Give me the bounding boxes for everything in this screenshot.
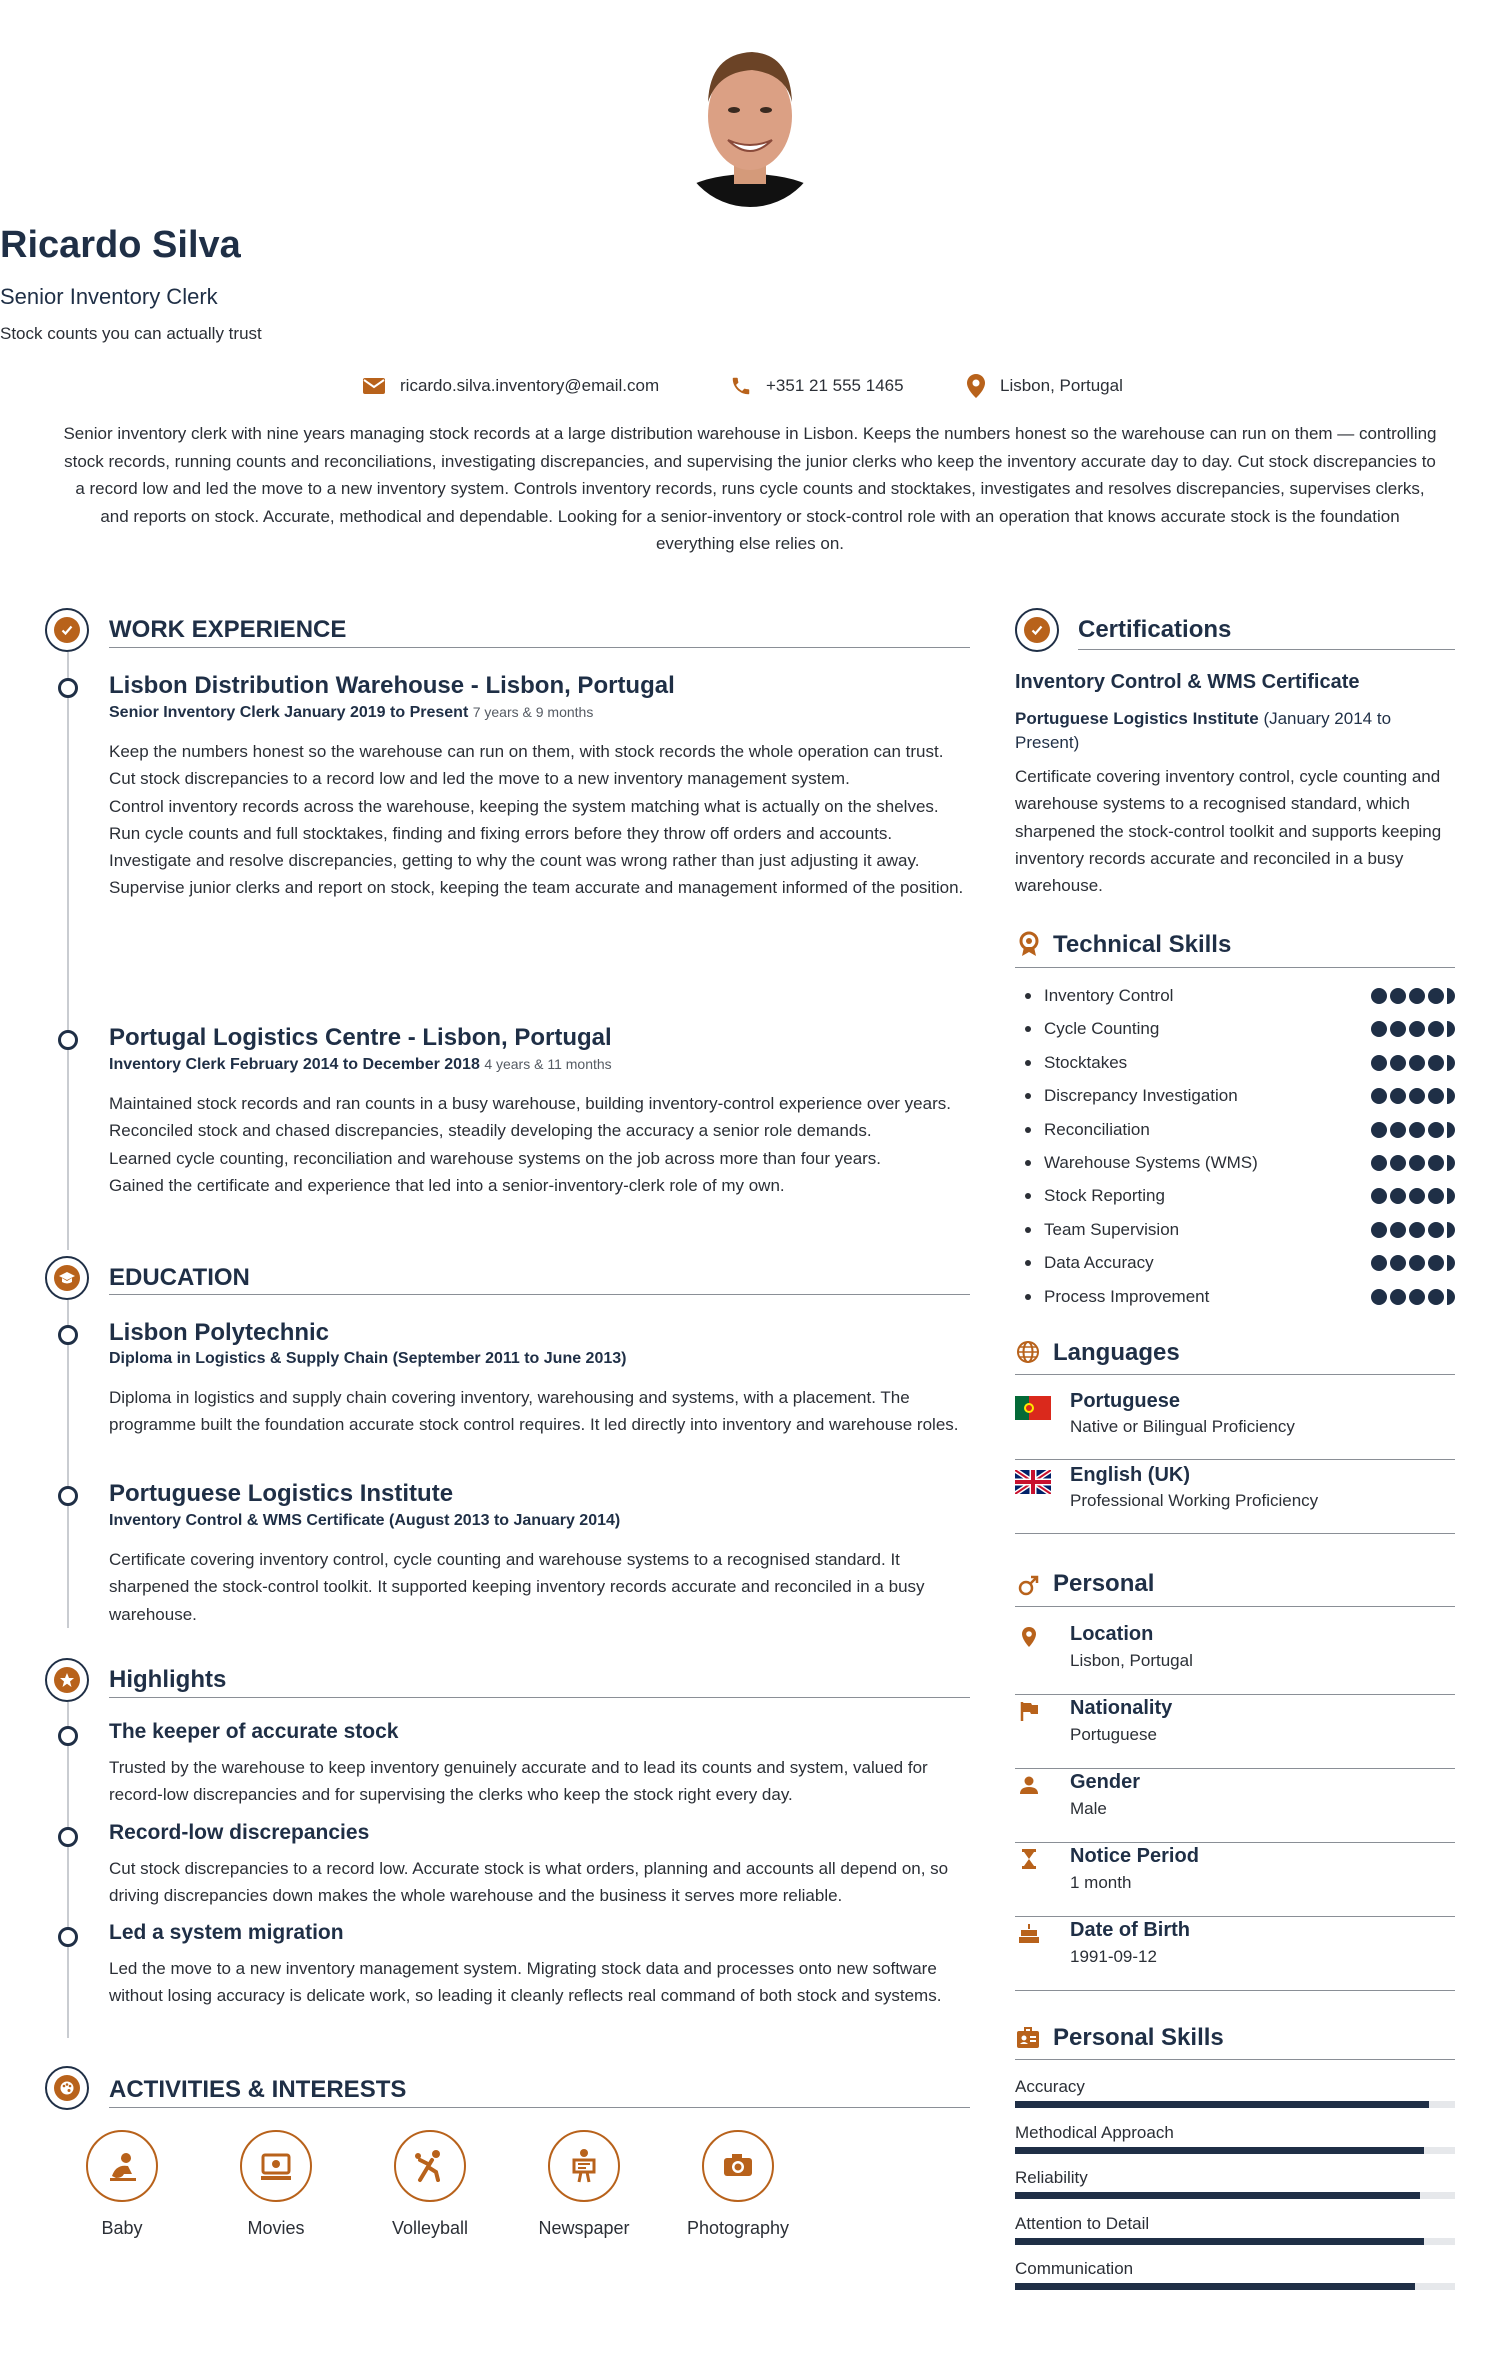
skill-rating (1371, 1055, 1455, 1071)
personal-value: Male (1070, 1799, 1107, 1818)
skill-bar-fill (1015, 2147, 1424, 2154)
certifications-section-rule (1078, 649, 1455, 650)
location-contact (966, 372, 1123, 400)
school-name: Portuguese Logistics Institute (109, 1480, 454, 1507)
personal-rule-line (1015, 1916, 1455, 1917)
rating-dot (1371, 1088, 1387, 1104)
timeline-dot (58, 1486, 78, 1506)
rating-dot (1428, 1021, 1444, 1037)
highlight-description: Led the move to a new inventory management system. Migrating stock data and processes onto new software without losing accuracy is delicate work, so leading it cleanly reflects real command of both stock and systems. (109, 1959, 942, 2006)
language-level: Native or Bilingual Proficiency (1070, 1417, 1295, 1436)
skill-bar-fill (1015, 2101, 1429, 2108)
rating-half-dot (1447, 1021, 1455, 1037)
rating-dot (1371, 988, 1387, 1004)
work-section-icon (45, 608, 89, 652)
technical-skill-item (1025, 1082, 1455, 1110)
bullet (1025, 1193, 1031, 1199)
rating-dot (1371, 1222, 1387, 1238)
email-contact[interactable] (362, 372, 659, 400)
certificate-org: Portuguese Logistics Institute (1015, 709, 1259, 728)
skill-label: Reconciliation (1044, 1119, 1150, 1139)
rating-half-dot (1447, 1155, 1455, 1171)
rating-dot (1371, 1255, 1387, 1271)
rating-half-dot (1447, 988, 1455, 1004)
rating-dot (1428, 1188, 1444, 1204)
technical-skill-item (1025, 1216, 1455, 1244)
personal-key: Nationality (1070, 1697, 1173, 1719)
personal-skill-item (1015, 2214, 1455, 2248)
personal-item-dob (1015, 1919, 1455, 1991)
job-dates: January 2019 to Present (284, 704, 469, 721)
job-description (109, 738, 974, 902)
skill-label: Stock Reporting (1044, 1186, 1165, 1206)
job-line: Investigate and resolve discrepancies, getting to why the count was wrong rather than just adjusting it away. (109, 851, 920, 871)
job-line: Control inventory records across the warehouse, keeping the system matching what is actually on the shelves. (109, 796, 939, 816)
certificate-dates: (January 2014 to Present) (1015, 709, 1392, 752)
rating-dot (1390, 1021, 1406, 1037)
technical-skill-item (1025, 1116, 1455, 1144)
location-pin-icon (1017, 1625, 1041, 1649)
phone-text: +351 21 555 1465 (766, 376, 904, 395)
candidate-role: Senior Inventory Clerk (0, 284, 218, 309)
skill-rating (1371, 1255, 1455, 1271)
language-name: Portuguese (1070, 1390, 1181, 1412)
bullet (1025, 993, 1031, 999)
personal-item-location (1015, 1623, 1455, 1695)
globe-icon (1016, 1340, 1040, 1364)
personal-item-notice (1015, 1845, 1455, 1917)
flag-icon (1017, 1699, 1041, 1723)
rating-dot (1409, 1122, 1425, 1138)
skill-label: Team Supervision (1044, 1219, 1180, 1239)
rating-dot (1409, 1255, 1425, 1271)
timeline-dot (58, 1827, 78, 1847)
activities-section-title: ACTIVITIES & INTERESTS (109, 2076, 407, 2103)
badge-check-icon (59, 622, 75, 638)
rating-dot (1428, 1155, 1444, 1171)
skill-rating (1371, 1155, 1455, 1171)
rating-dot (1371, 1155, 1387, 1171)
personal-skill-label: Methodical Approach (1015, 2122, 1174, 2142)
personal-skill-label: Accuracy (1015, 2077, 1085, 2096)
job-duration: 7 years & 9 months (472, 704, 594, 720)
email-text: ricardo.silva.inventory@email.com (400, 376, 660, 395)
highlight-description: Trusted by the warehouse to keep inventory genuinely accurate and to lead its counts and system, valued for record-low discrepancies and for supervising the clerks who keep the stock right every day. (109, 1758, 928, 1805)
skill-label: Data Accuracy (1044, 1253, 1154, 1273)
avatar (678, 44, 822, 207)
bullet (1025, 1060, 1031, 1066)
personal-rule-line (1015, 1990, 1455, 1991)
education-timeline (67, 1300, 69, 1628)
personal-key: Location (1070, 1623, 1154, 1645)
degree (109, 1350, 626, 1368)
technical-skill-item (1025, 1249, 1455, 1277)
movies-icon (256, 2146, 296, 2186)
job-line: Keep the numbers honest so the warehouse can run on them, with stock records the whole operation can trust. (109, 742, 944, 761)
id-badge-icon (1016, 2027, 1040, 2049)
baby-icon (102, 2146, 142, 2186)
male-symbol-icon (1018, 1574, 1040, 1596)
email-icon (362, 376, 386, 396)
education-section-title: EDUCATION (109, 1264, 250, 1291)
highlight-title: Led a system migration (109, 1921, 344, 1944)
education-description: Certificate covering inventory control, cycle counting and warehouse systems to a recognised standard. It sharpened the stock-control toolkit. It supported keeping inventory records accurate and reconciled in a busy warehouse. (109, 1550, 925, 1624)
job-title: Portugal Logistics Centre - Lisbon, Portugal (109, 1024, 612, 1051)
tagline: Stock counts you can actually trust (0, 324, 262, 343)
language-item (1015, 1464, 1455, 1534)
certificate-description: Certificate covering inventory control, cycle counting and warehouse systems to a recognised standard, which sharpened the stock-control toolkit and supports keeping inventory records accurate and reconciled in a busy warehouse. (1015, 767, 1442, 896)
job-line: Cut stock discrepancies to a record low and led the move to a new inventory management system. (109, 769, 850, 789)
personal-item-nationality (1015, 1697, 1455, 1769)
person-icon (1017, 1773, 1041, 1797)
rating-half-dot (1447, 1255, 1455, 1271)
skill-bar-track (1015, 2238, 1455, 2245)
rating-dot (1428, 1122, 1444, 1138)
highlights-section-icon (45, 1658, 89, 1702)
skill-bar-track (1015, 2283, 1455, 2290)
job-title: Lisbon Distribution Warehouse - Lisbon, Portugal (109, 672, 675, 699)
work-section-title: WORK EXPERIENCE (109, 616, 347, 643)
rating-dot (1428, 1055, 1444, 1071)
rating-dot (1390, 1155, 1406, 1171)
skill-label: Warehouse Systems (WMS) (1044, 1153, 1258, 1172)
personal-item-gender (1015, 1771, 1455, 1843)
technical-skill-item (1025, 1049, 1455, 1077)
technical-skill-item (1025, 1182, 1455, 1210)
technical-skills-rule (1015, 967, 1455, 968)
timeline-dot (58, 1726, 78, 1746)
rating-dot (1390, 1055, 1406, 1071)
language-level: Professional Working Proficiency (1070, 1491, 1319, 1510)
personal-skill-label: Communication (1015, 2259, 1134, 2278)
skill-label: Stocktakes (1044, 1052, 1128, 1072)
skill-bar-track (1015, 2101, 1455, 2108)
job-line: Maintained stock records and ran counts in a busy warehouse, building inventory-control experience over years. (109, 1094, 951, 1113)
rating-dot (1390, 1188, 1406, 1204)
rating-dot (1390, 1255, 1406, 1271)
job-dates: February 2014 to December 2018 (229, 1056, 480, 1073)
degree-name: Diploma in Logistics & Supply Chain (109, 1350, 389, 1367)
rating-dot (1371, 1055, 1387, 1071)
bullet (1025, 1294, 1031, 1300)
personal-rule-line (1015, 1768, 1455, 1769)
highlight-description: Cut stock discrepancies to a record low. Accurate stock is what orders, planning and accounts all depend on, so driving discrepancies down makes the whole warehouse and the business it serves more reliable. (109, 1859, 949, 1906)
activities-section-icon (45, 2066, 89, 2110)
rating-dot (1428, 1222, 1444, 1238)
badge-check-icon (1029, 622, 1045, 638)
rating-half-dot (1447, 1188, 1455, 1204)
personal-title: Personal (1053, 1570, 1155, 1597)
personal-value: 1 month (1070, 1873, 1132, 1892)
skill-label: Discrepancy Investigation (1044, 1086, 1238, 1106)
timeline-dot (58, 1325, 78, 1345)
rating-dot (1371, 1188, 1387, 1204)
language-rule (1015, 1459, 1455, 1460)
rating-dot (1390, 1222, 1406, 1238)
certificate-issuer (1015, 707, 1455, 755)
skill-label: Process Improvement (1044, 1286, 1210, 1306)
rating-dot (1390, 1088, 1406, 1104)
rating-dot (1428, 1289, 1444, 1305)
rating-dot (1428, 988, 1444, 1004)
skill-bar-track (1015, 2192, 1455, 2199)
rating-dot (1409, 988, 1425, 1004)
activity-label: Newspaper (538, 2218, 630, 2238)
language-item (1015, 1390, 1455, 1460)
skill-bar-track (1015, 2147, 1455, 2154)
certifications-section-icon (1015, 608, 1059, 652)
rating-dot (1409, 1188, 1425, 1204)
highlight-title: The keeper of accurate stock (109, 1720, 399, 1743)
technical-skills-title: Technical Skills (1053, 931, 1232, 958)
timeline-dot (58, 678, 78, 698)
personal-skills-title: Personal Skills (1053, 2024, 1224, 2051)
skill-label: Cycle Counting (1044, 1019, 1160, 1039)
personal-key: Gender (1070, 1771, 1141, 1793)
bullet (1025, 1260, 1031, 1266)
personal-skill-item (1015, 2259, 1455, 2293)
rating-dot (1390, 1122, 1406, 1138)
rating-dot (1409, 1088, 1425, 1104)
rating-dot (1409, 1155, 1425, 1171)
personal-rule (1015, 1606, 1455, 1607)
rating-dot (1428, 1088, 1444, 1104)
palette-icon (59, 2080, 75, 2096)
personal-skills-rule (1015, 2059, 1455, 2060)
activity-item (678, 2130, 798, 2239)
skill-rating (1371, 1122, 1455, 1138)
personal-rule-line (1015, 1694, 1455, 1695)
skill-rating (1371, 1021, 1455, 1037)
camera-icon (718, 2146, 758, 2186)
personal-skill-label: Reliability (1015, 2168, 1088, 2187)
star-icon (59, 1672, 75, 1688)
skill-rating (1371, 1188, 1455, 1204)
rating-dot (1390, 1289, 1406, 1305)
personal-rule-line (1015, 1842, 1455, 1843)
certifications-section-title: Certifications (1078, 616, 1232, 643)
work-section-rule (109, 647, 970, 648)
personal-value: Lisbon, Portugal (1070, 1651, 1193, 1670)
activity-label: Movies (247, 2218, 305, 2238)
languages-rule (1015, 1374, 1455, 1375)
personal-key: Notice Period (1070, 1845, 1199, 1867)
uk-flag (1015, 1470, 1051, 1494)
skill-rating (1371, 1289, 1455, 1305)
education-section-icon (45, 1256, 89, 1300)
skill-bar-fill (1015, 2192, 1420, 2199)
activity-item (524, 2130, 644, 2239)
hourglass-icon (1017, 1847, 1041, 1871)
timeline-dot (58, 1927, 78, 1947)
degree (109, 1512, 620, 1530)
education-description: Diploma in logistics and supply chain covering inventory, warehousing and systems, with a placement. The programme built the foundation accurate stock control requires. It led directly into inventory and warehouse roles. (109, 1388, 959, 1435)
job-line: Learned cycle counting, reconciliation and warehouse systems on the job across more than four years. (109, 1148, 882, 1168)
rating-half-dot (1447, 1088, 1455, 1104)
phone-icon (730, 375, 752, 397)
school-name: Lisbon Polytechnic (109, 1319, 330, 1346)
summary: Senior inventory clerk with nine years managing stock records at a large distribution warehouse in Lisbon. Keeps the numbers honest so the warehouse can run on them — controlling stock records, running counts and reconciliations, investigating discrepancies, and supervising the junior clerks who keep the inventory accurate day to day. Cut stock discrepancies to a record low and led the move to a new inventory system. Controls inventory records, runs cycle counts and stocktakes, investigates and resolves discrepancies, supervises clerks, and reports on stock. Accurate, methodical and dependable. Looking for a senior-inventory or stock-control role with an operation that knows accurate stock is the foundation everything else relies on. (63, 424, 1437, 553)
job-position-name: Senior Inventory Clerk (109, 704, 280, 721)
graduation-cap-icon (58, 1271, 76, 1285)
rating-dot (1390, 988, 1406, 1004)
personal-value: Portuguese (1070, 1725, 1157, 1744)
volleyball-icon (410, 2146, 450, 2186)
language-rule (1015, 1533, 1455, 1534)
bullet (1025, 1127, 1031, 1133)
job-position (109, 704, 593, 722)
highlights-timeline (67, 1702, 69, 2038)
job-line: Reconciled stock and chased discrepancies, steadily developing the accuracy a senior role demands. (109, 1121, 872, 1141)
job-line: Supervise junior clerks and report on stock, keeping the team accurate and management informed of the position. (109, 878, 964, 898)
highlights-section-rule (109, 1697, 970, 1698)
job-description (109, 1090, 974, 1199)
degree-dates: (September 2011 to June 2013) (392, 1350, 627, 1367)
rating-half-dot (1447, 1122, 1455, 1138)
activity-item (216, 2130, 336, 2239)
rating-half-dot (1447, 1289, 1455, 1305)
technical-skill-item (1025, 1283, 1455, 1311)
candidate-name: Ricardo Silva (0, 224, 241, 266)
activity-label: Photography (686, 2218, 790, 2238)
skill-rating (1371, 1088, 1455, 1104)
certificate-name: Inventory Control & WMS Certificate (1015, 671, 1360, 693)
highlight-title: Record-low discrepancies (109, 1821, 370, 1844)
degree-dates: (August 2013 to January 2014) (389, 1512, 621, 1529)
rating-dot (1428, 1255, 1444, 1271)
phone-contact[interactable] (730, 372, 904, 400)
activity-label: Baby (101, 2218, 143, 2238)
rating-dot (1409, 1289, 1425, 1305)
job-duration: 4 years & 11 months (484, 1056, 612, 1072)
timeline-dot (58, 1030, 78, 1050)
bullet (1025, 1227, 1031, 1233)
personal-skill-item (1015, 2168, 1455, 2202)
rating-dot (1409, 1055, 1425, 1071)
activity-item (62, 2130, 182, 2239)
bullet (1025, 1093, 1031, 1099)
rating-half-dot (1447, 1222, 1455, 1238)
job-position-name: Inventory Clerk (109, 1056, 226, 1073)
languages-title: Languages (1053, 1339, 1180, 1366)
rating-half-dot (1447, 1055, 1455, 1071)
rating-dot (1409, 1021, 1425, 1037)
rating-dot (1371, 1021, 1387, 1037)
rating-dot (1409, 1222, 1425, 1238)
highlights-section-title: Highlights (109, 1666, 227, 1693)
personal-value: 1991-09-12 (1070, 1947, 1157, 1966)
skill-bar-fill (1015, 2238, 1424, 2245)
job-position (109, 1056, 612, 1074)
skill-bar-fill (1015, 2283, 1415, 2290)
location-text: Lisbon, Portugal (1000, 376, 1123, 395)
newspaper-icon (564, 2146, 604, 2186)
job-line: Run cycle counts and full stocktakes, finding and fixing errors before they throw off orders and accounts. (109, 823, 893, 843)
work-timeline (67, 652, 69, 1250)
personal-skill-item (1015, 2123, 1455, 2157)
bullet (1025, 1026, 1031, 1032)
award-icon (1018, 931, 1040, 957)
skill-rating (1371, 1222, 1455, 1238)
technical-skill-item (1025, 1015, 1455, 1043)
skill-label: Inventory Control (1044, 986, 1174, 1005)
personal-skill-label: Attention to Detail (1015, 2213, 1150, 2233)
technical-skill-item (1025, 982, 1455, 1010)
skill-rating (1371, 988, 1455, 1004)
language-name: English (UK) (1070, 1464, 1190, 1486)
rating-dot (1371, 1289, 1387, 1305)
technical-skill-item (1025, 1149, 1455, 1177)
personal-key: Date of Birth (1070, 1919, 1190, 1941)
cake-icon (1017, 1921, 1041, 1945)
degree-name: Inventory Control & WMS Certificate (109, 1512, 385, 1529)
job-line: Gained the certificate and experience that led into a senior-inventory-clerk role of my own. (109, 1175, 785, 1195)
location-pin-icon (966, 373, 986, 399)
rating-dot (1371, 1122, 1387, 1138)
activities-section-rule (109, 2107, 970, 2108)
activity-item (370, 2130, 490, 2239)
activity-label: Volleyball (391, 2218, 469, 2238)
personal-skill-item (1015, 2077, 1455, 2111)
bullet (1025, 1160, 1031, 1166)
portugal-flag (1015, 1396, 1051, 1420)
education-section-rule (109, 1294, 970, 1295)
